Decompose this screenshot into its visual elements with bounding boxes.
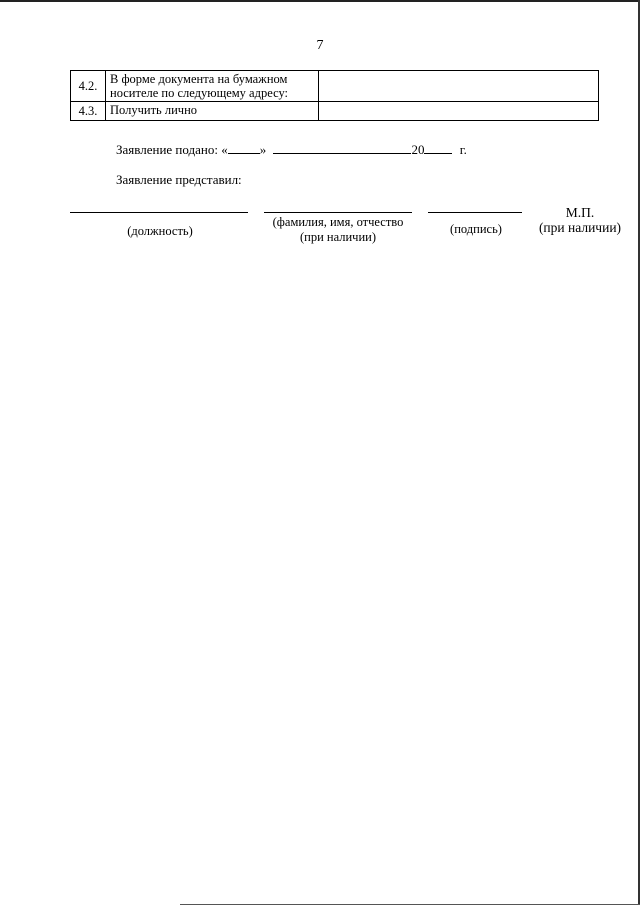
signature-caption: (подпись) <box>450 222 502 236</box>
page-number: 7 <box>316 38 324 53</box>
year-suffix: г. <box>459 142 467 157</box>
delivery-options-table <box>70 70 599 121</box>
seal-caption-line2: (при наличии) <box>538 220 622 235</box>
row-number: 4.2. <box>71 71 106 102</box>
seal-caption-line1: М.П. <box>565 205 595 220</box>
full-name-caption <box>258 215 418 245</box>
signature-line[interactable] <box>428 212 522 213</box>
row-text: Получить лично <box>106 102 319 121</box>
page-edge-top <box>0 0 640 2</box>
row-text: В форме документа на бумажном носителе по следующему адресу: <box>106 71 319 102</box>
row-value-cell[interactable] <box>319 102 599 121</box>
seal-caption <box>530 205 630 235</box>
filed-prefix: Заявление подано: « <box>116 142 228 157</box>
day-blank[interactable] <box>228 141 260 154</box>
application-filed-line <box>116 141 467 158</box>
presented-by-label: Заявление представил: <box>116 172 242 187</box>
year-blank[interactable] <box>424 141 452 154</box>
filed-close-quote: » <box>259 142 267 157</box>
table-row <box>71 71 599 102</box>
month-blank[interactable] <box>273 141 411 154</box>
row-number: 4.3. <box>71 102 106 121</box>
full-name-signature-line[interactable] <box>264 212 412 213</box>
year-prefix: 20 <box>411 142 425 157</box>
table-row <box>71 102 599 121</box>
row-value-cell[interactable] <box>319 71 599 102</box>
position-caption: (должность) <box>127 224 193 238</box>
full-name-caption-line2: (при наличии) <box>299 230 377 244</box>
position-signature-line[interactable] <box>70 212 248 213</box>
full-name-caption-line1: (фамилия, имя, отчество <box>272 215 404 229</box>
